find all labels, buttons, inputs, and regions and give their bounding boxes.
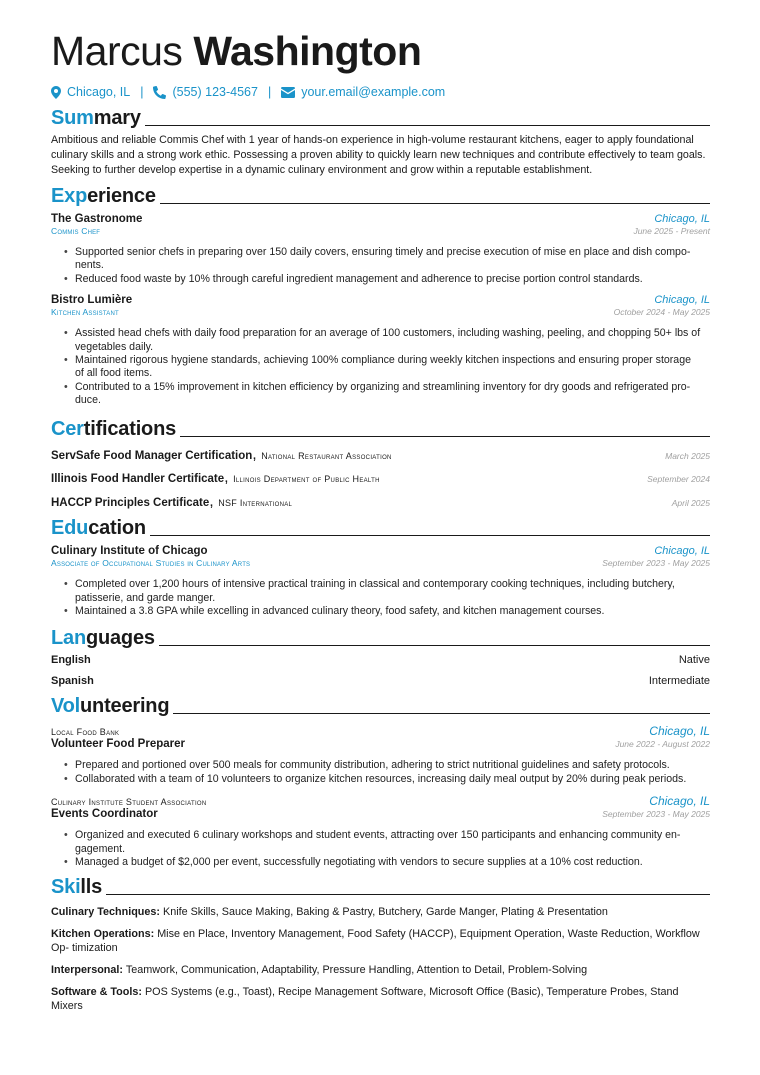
skill-item: Culinary Techniques: Knife Skills, Sauce Making, Baking & Pastry, Butchery, Garde Manger, Plating & Presentation [51, 906, 608, 919]
location-text: Chicago, IL [67, 85, 131, 99]
company-name: The Gastronome [51, 213, 143, 225]
job-role: Kitchen Assistant [51, 307, 119, 318]
section-rule [180, 436, 710, 437]
language-level: Native [678, 654, 710, 667]
experience-heading [51, 184, 710, 208]
volunteer-dates: June 2022 - August 2022 [615, 739, 710, 750]
school-name: Culinary Institute of Chicago [51, 545, 208, 558]
summary-text: Ambitious and reliable Commis Chef with 1 year of hands-on experience in high-volume restaurant kitchens, eager to apply foundational culinary skills and a strong work ethic. Possessing a proven ability to quickly learn new techniques and contribute effectively to team goals. Seeking to further develop expertise in a dynamic culinary environment and grow within a reputable establishment. [51, 134, 706, 176]
list-item: • Collaborated with a team of 10 volunteers to organize kitchen resources, increasing daily meal output by 20% during peak periods. [51, 773, 710, 786]
job-location: Chicago, IL [654, 294, 710, 307]
phone-icon [153, 86, 172, 99]
list-item: • Managed a budget of $2,000 per event, successfully negotiating with vendors to secure supplies at a 10% cost reduction. [51, 856, 710, 869]
certifications-list [51, 446, 710, 517]
degree: Associate of Occupational Studies in Culinary Arts [51, 558, 251, 569]
cert-date: September 2024 [647, 474, 710, 485]
volunteer-organization: Culinary Institute Student Association [51, 797, 207, 808]
contact-email[interactable] [281, 85, 445, 99]
map-marker-icon [51, 86, 67, 99]
language-name: Spanish [51, 675, 94, 688]
phone-text: (555) 123-4567 [172, 85, 258, 99]
section-title: Summary [51, 107, 141, 129]
school-location: Chicago, IL [654, 545, 710, 558]
company-name: Bistro Lumière [51, 294, 133, 307]
first-name: Marcus [51, 28, 183, 74]
list-item: • Contributed to a 15% improvement in kitchen efficiency by organizing and streamlining inventory for dry goods and refrigerated pro- duce. [51, 381, 710, 408]
languages-heading [51, 626, 710, 650]
certification-item: HACCP Principles Certificate, NSF International April 2025 [51, 492, 710, 510]
section-title: Skills [51, 876, 103, 899]
volunteer-organization: Local Food Bank [51, 727, 120, 738]
section-title: Education [51, 517, 146, 540]
job-dates: June 2025 - Present [633, 226, 710, 236]
contact-phone[interactable] [153, 85, 257, 99]
skill-item: Interpersonal: Teamwork, Communication, Adaptability, Pressure Handling, Attention to Detail, Problem-Solving [51, 964, 588, 977]
resume-page [51, 28, 710, 1021]
section-rule [159, 645, 710, 646]
job-dates: October 2024 - May 2025 [613, 307, 710, 318]
job-bullets [51, 246, 710, 286]
language-item [51, 675, 710, 696]
skills-list [51, 905, 710, 1013]
education-bullets [51, 578, 710, 618]
language-name: English [51, 654, 91, 667]
section-title: Certifications [51, 417, 177, 440]
certification-item: Illinois Food Handler Certificate, Illinois Department of Public Health September 2024 [51, 469, 710, 487]
cert-date: March 2025 [665, 450, 710, 461]
education-heading [51, 516, 710, 540]
volunteer-dates: September 2023 - May 2025 [602, 809, 710, 820]
contact-location [51, 85, 130, 99]
list-item: • Reduced food waste by 10% through careful ingredient management and adherence to precise portion control standards. [51, 273, 710, 286]
volunteering-entry [51, 794, 710, 869]
skills-heading [51, 875, 710, 899]
section-title: Volunteering [51, 695, 170, 718]
certifications-heading [51, 417, 710, 441]
list-item: • Organized and executed 6 culinary workshops and student events, attracting over 150 participants and enhancing community en- gagement. [51, 829, 710, 856]
list-item: • Maintained a 3.8 GPA while excelling in advanced culinary theory, food safety, and kitchen management courses. [51, 605, 710, 618]
volunteer-bullets [51, 829, 710, 869]
section-title: Languages [51, 627, 155, 650]
list-item: • Prepared and portioned over 500 meals for community distribution, adhering to strict nutritional guidelines and safety protocols. [51, 759, 710, 772]
job-role: Commis Chef [51, 226, 101, 236]
section-title: Experience [51, 185, 156, 207]
candidate-name [51, 28, 710, 74]
section-rule [160, 203, 710, 204]
languages-list [51, 654, 710, 696]
contact-separator: | [140, 85, 144, 99]
volunteer-title: Volunteer Food Preparer [51, 738, 185, 751]
certification-item: ServSafe Food Manager Certification, National Restaurant Association March 2025 [51, 445, 710, 463]
job-bullets [51, 327, 710, 407]
section-rule [145, 125, 710, 126]
volunteer-bullets [51, 759, 710, 786]
section-rule [173, 713, 710, 714]
volunteering-entry [51, 724, 710, 786]
experience-entry [51, 294, 710, 407]
summary-heading [51, 106, 710, 130]
section-rule [106, 894, 710, 895]
experience-entry [51, 213, 710, 286]
contact-line [51, 83, 710, 101]
envelope-icon [281, 87, 301, 98]
skill-item: Software & Tools: POS Systems (e.g., Toast), Recipe Management Software, Microsoft Office (Basic), Temperature Probes, Stand Mixers [51, 986, 679, 1013]
volunteer-title: Events Coordinator [51, 808, 158, 821]
skill-item: Kitchen Operations: Mise en Place, Inventory Management, Food Safety (HACCP), Equipment Operation, Waste Reduction, Workflow Op- timization [51, 928, 700, 955]
list-item: • Completed over 1,200 hours of intensive practical training in classical and contemporary cooking techniques, including butchery, patisserie, and garde manger. [51, 578, 710, 605]
email-text: your.email@example.com [301, 85, 446, 99]
language-level: Intermediate [648, 675, 710, 688]
volunteer-location: Chicago, IL [649, 724, 710, 739]
section-rule [150, 535, 710, 536]
contact-separator: | [267, 85, 272, 99]
volunteer-location: Chicago, IL [649, 794, 710, 809]
list-item: • Maintained rigorous hygiene standards, achieving 100% compliance during weekly kitchen inspections and ensuring proper storage of all food items. [51, 354, 710, 381]
cert-date: April 2025 [671, 497, 710, 508]
language-item [51, 654, 710, 675]
education-dates: September 2023 - May 2025 [602, 558, 710, 569]
education-entry [51, 545, 710, 618]
volunteering-heading [51, 694, 710, 718]
last-name: Washington [193, 28, 422, 74]
list-item: • Supported senior chefs in preparing over 150 daily covers, ensuring timely and precise execution of mise en place and dish compo- nents. [51, 246, 710, 273]
list-item: • Assisted head chefs with daily food preparation for an average of 100 customers, including washing, peeling, and chopping 50+ lbs of vegetables daily. [51, 327, 710, 354]
job-location: Chicago, IL [654, 213, 710, 225]
